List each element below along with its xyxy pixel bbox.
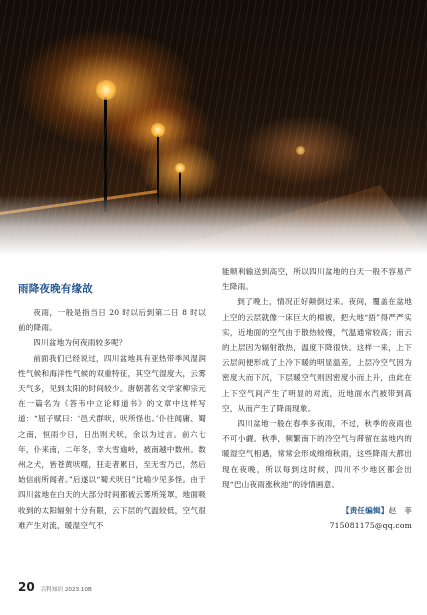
editor-email: 715081175@qq.com	[329, 521, 412, 531]
paragraph: 夜雨，一般是指当日 20 时以后到第二日 8 时以前的降雨。	[18, 308, 206, 333]
photo-fade	[0, 195, 427, 255]
paragraph: 到了晚上，情况正好颠倒过来。夜间，覆盖在盆地上空的云层就像一床巨大的棉被，把大地“捂”得严严实实，近地面的空气由于散热较慢，气温通常较高；而云的上层因为辐射散热，温度下降很快。这样一来，上下云层间便形成了上冷下暖的明显温差，上层冷空气因为密度大而下沉，下层暖空气则因密度小而上升，由此在上下空气间产生了明显的对流，近地面水汽被带到高空，从而产生了降雨现象。	[222, 297, 412, 413]
paragraph: 前面我们已经说过，四川盆地具有亚热带季风湿润性气候和海洋性气候的双重特征，其空气湿度大，云雾天气多，见到太阳的时间较少。唐朝著名文学家柳宗元在一篇名为《答韦中立论师道书》的文章中这样写道：“屈子赋曰：‘邑犬群吠，吠所怪也。’仆往闻庸、蜀之南，恒雨少日，日出则犬吠，余以为过言。前六七年，仆来南，二年冬，幸大雪逾岭，被南越中数州。数州之犬，皆苍黄吠噬，狂走者累日，至无雪乃已，然后始信前所闻者。”后遂以“蜀犬吠日”比喻少见多怪。由于四川盆地在白天的大部分时间都被云雾所笼罩，地面吸收到的太阳辐射十分有限，云下层的气温较低，空气很难产生对流，暖湿空气不	[18, 353, 206, 530]
paragraph-continued: 能顺利输送到高空，所以四川盆地的白天一般不容易产生降雨。	[222, 267, 412, 292]
page-footer	[18, 580, 92, 594]
editor-label: 【责任编辑】	[341, 506, 389, 516]
editor-name: 赵 菲	[388, 506, 412, 516]
paragraph: 四川盆地一般在春季多夜雨，不过，秋季的夜雨也不可小觑。秋季，频繁南下的冷空气与滞留在盆地内的暖湿空气相遇，常常会形成绵绵秋雨，这些降雨大都出现在夜晚，所以每到这时候，四川不少地区都会出现“巴山夜雨涨秋池”的诗情画意。	[222, 419, 412, 489]
section-heading: 雨降夜晚有缘故	[18, 283, 93, 295]
rainy-night-photo	[0, 0, 427, 255]
page-number: 20	[18, 580, 35, 594]
right-column	[222, 264, 412, 533]
paragraph: 四川盆地为何夜雨较多呢？	[33, 338, 127, 348]
editor-credit	[222, 503, 412, 518]
journal-issue: 百科知识 2023.10B	[40, 587, 92, 593]
left-column	[18, 281, 206, 533]
